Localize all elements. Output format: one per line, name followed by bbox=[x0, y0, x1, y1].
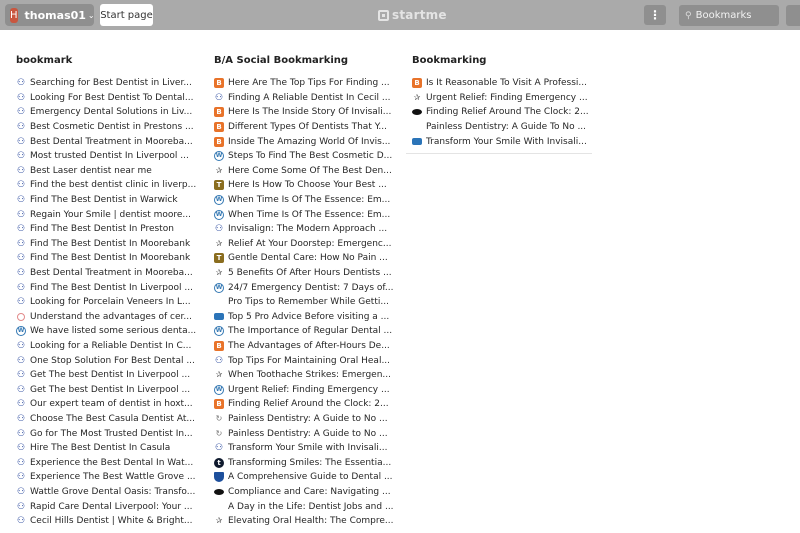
bookmark-label: Wattle Grove Dental Oasis: Transfo... bbox=[30, 486, 196, 497]
tooth-favicon-icon: ⚇ bbox=[16, 165, 26, 176]
bookmark-label: Looking For Best Dentist To Dental... bbox=[30, 92, 194, 103]
bookmark-label: When Toothache Strikes: Emergen... bbox=[228, 370, 392, 381]
bookmark-item[interactable] bbox=[208, 368, 394, 383]
chevron-down-icon: ⌄ bbox=[87, 10, 95, 20]
t-favicon-icon: T bbox=[214, 180, 224, 190]
bookmark-item[interactable] bbox=[10, 178, 196, 193]
bookmark-item[interactable] bbox=[208, 310, 394, 325]
column-title: Bookmarking bbox=[412, 55, 487, 66]
tooth-favicon-icon: ⚇ bbox=[16, 399, 26, 410]
wp-favicon-icon: W bbox=[215, 327, 223, 335]
bookmark-item[interactable] bbox=[208, 266, 394, 281]
tooth-favicon-icon: ⚇ bbox=[16, 282, 26, 293]
bookmark-label: Find The Best Dentist In Moorebank bbox=[30, 253, 191, 264]
wp-favicon-icon: W bbox=[215, 283, 223, 291]
bookmark-item[interactable] bbox=[10, 134, 196, 149]
bookmark-label: Painless Dentistry: A Guide to No ... bbox=[228, 413, 388, 424]
tooth-favicon-icon: ⚇ bbox=[16, 180, 26, 191]
kebab-menu-icon: ⋮ bbox=[649, 8, 661, 22]
bookmark-item[interactable] bbox=[208, 514, 394, 529]
tooth-favicon-icon: ⚇ bbox=[16, 107, 26, 118]
tooth-favicon-icon: ⚇ bbox=[16, 195, 26, 206]
more-menu-button[interactable] bbox=[644, 5, 666, 25]
rocket-favicon-icon: ✰ bbox=[215, 516, 223, 526]
bookmark-item[interactable] bbox=[208, 339, 394, 354]
spin-favicon-icon: ↻ bbox=[215, 428, 223, 438]
pin-favicon-icon bbox=[17, 313, 25, 321]
bookmark-item[interactable] bbox=[208, 455, 394, 470]
bookmark-item[interactable] bbox=[406, 91, 592, 106]
column-title: B/A Social Bookmarking bbox=[214, 55, 349, 66]
bookmark-label: The Advantages of After-Hours De... bbox=[228, 340, 390, 351]
bookmark-item[interactable] bbox=[406, 134, 592, 149]
bookmark-item[interactable] bbox=[10, 280, 196, 295]
bookmark-label: Here Are The Top Tips For Finding ... bbox=[228, 78, 390, 89]
none-favicon-icon bbox=[214, 297, 224, 307]
bookmark-label: Transforming Smiles: The Essentia... bbox=[228, 457, 392, 468]
cam-favicon-icon bbox=[412, 138, 422, 145]
bookmark-label: Best Dental Treatment in Mooreba... bbox=[30, 136, 193, 147]
bookmark-item[interactable] bbox=[208, 397, 394, 412]
bookmark-label: Finding Relief Around The Clock: 2... bbox=[426, 107, 589, 118]
bookmark-item[interactable] bbox=[10, 514, 196, 529]
search-icon: ⚲ bbox=[685, 10, 692, 21]
bookmark-item[interactable] bbox=[208, 207, 394, 222]
bookmark-label: When Time Is Of The Essence: Em... bbox=[228, 195, 391, 206]
none-favicon-icon bbox=[412, 122, 422, 132]
tooth-favicon-icon: ⚇ bbox=[16, 501, 26, 512]
tooth-favicon-icon: ⚇ bbox=[214, 92, 224, 103]
bookmark-item[interactable] bbox=[10, 339, 196, 354]
bookmark-label: Understand the advantages of cer... bbox=[30, 311, 192, 322]
rocket-favicon-icon: ✰ bbox=[215, 268, 223, 278]
bookmark-item[interactable] bbox=[10, 207, 196, 222]
ba-social-bookmarking-column bbox=[208, 54, 394, 528]
bookmark-label: Find the best dentist clinic in liverp... bbox=[30, 180, 196, 191]
bookmark-label: Cecil Hills Dentist | White & Bright... bbox=[30, 516, 193, 527]
tooth-favicon-icon: ⚇ bbox=[16, 151, 26, 162]
tooth-favicon-icon: ⚇ bbox=[16, 92, 26, 103]
rocket-favicon-icon: ✰ bbox=[215, 238, 223, 248]
ellipse-favicon-icon bbox=[214, 489, 224, 495]
bookmark-list bbox=[406, 76, 592, 154]
bookmark-label: The Importance of Regular Dental ... bbox=[228, 326, 393, 337]
bookmark-label: One Stop Solution For Best Dental ... bbox=[30, 355, 195, 366]
startme-logo[interactable] bbox=[378, 8, 447, 22]
bookmark-item[interactable] bbox=[10, 324, 196, 339]
bookmark-label: Finding Relief Around the Clock: 2... bbox=[228, 399, 389, 410]
bookmark-item[interactable] bbox=[10, 499, 196, 514]
bookmark-column bbox=[10, 54, 196, 528]
bookmark-item[interactable] bbox=[208, 120, 394, 135]
tooth-favicon-icon: ⚇ bbox=[16, 340, 26, 351]
bookmark-item[interactable] bbox=[10, 237, 196, 252]
bookmark-item[interactable] bbox=[208, 237, 394, 252]
bookmark-label: Regain Your Smile | dentist moore... bbox=[30, 209, 191, 220]
start-page-button[interactable]: Start page bbox=[100, 4, 153, 26]
bookmark-label: Is It Reasonable To Visit A Professi... bbox=[426, 78, 588, 89]
bookmark-list bbox=[10, 76, 196, 528]
bookmark-label: Urgent Relief: Finding Emergency ... bbox=[426, 92, 588, 103]
tooth-favicon-icon: ⚇ bbox=[214, 443, 224, 454]
bookmark-label: Inside The Amazing World Of Invis... bbox=[228, 136, 391, 147]
bookmark-item[interactable] bbox=[10, 353, 196, 368]
bookmark-label: Find The Best Dentist In Liverpool ... bbox=[30, 282, 193, 293]
bookmark-item[interactable] bbox=[10, 441, 196, 456]
bookmark-label: 24/7 Emergency Dentist: 7 Days of... bbox=[228, 282, 394, 293]
tooth-favicon-icon: ⚇ bbox=[16, 413, 26, 424]
spin-favicon-icon: ↻ bbox=[215, 413, 223, 423]
wp-favicon-icon: W bbox=[215, 210, 223, 218]
bookmark-label: Find The Best Dentist In Preston bbox=[30, 224, 174, 235]
bookmark-label: Experience the Best Dental In Wat... bbox=[30, 457, 194, 468]
cam-favicon-icon bbox=[214, 313, 224, 320]
bookmark-item[interactable] bbox=[208, 499, 394, 514]
ellipse-favicon-icon bbox=[412, 109, 422, 115]
bookmark-label: Looking for a Reliable Dentist In C... bbox=[30, 340, 192, 351]
bookmark-label: Painless Dentistry: A Guide to No ... bbox=[228, 428, 388, 439]
tooth-favicon-icon: ⚇ bbox=[214, 224, 224, 235]
bookmark-label: Best Dental Treatment in Mooreba... bbox=[30, 268, 193, 279]
bookmark-item[interactable] bbox=[10, 455, 196, 470]
bookmark-item[interactable] bbox=[10, 485, 196, 500]
bookmark-item[interactable] bbox=[10, 193, 196, 208]
avatar: H bbox=[10, 9, 18, 21]
bookmark-label: Relief At Your Doorstep: Emergenc... bbox=[228, 238, 392, 249]
startme-logo-icon bbox=[378, 10, 389, 21]
blog-favicon-icon: B bbox=[214, 137, 224, 147]
bookmark-item[interactable] bbox=[10, 397, 196, 412]
tooth-favicon-icon: ⚇ bbox=[16, 516, 26, 527]
tooth-favicon-icon: ⚇ bbox=[16, 268, 26, 279]
bookmark-item[interactable] bbox=[208, 105, 394, 120]
bookmark-item[interactable] bbox=[208, 470, 394, 485]
tooth-favicon-icon: ⚇ bbox=[16, 122, 26, 133]
blog-favicon-icon: B bbox=[214, 78, 224, 88]
bookmark-label: Emergency Dental Solutions in Liv... bbox=[30, 107, 193, 118]
bookmark-item[interactable] bbox=[208, 441, 394, 456]
bookmark-item[interactable] bbox=[10, 222, 196, 237]
bookmark-label: Get The best Dentist In Liverpool ... bbox=[30, 370, 191, 381]
bookmark-label: 5 Benefits Of After Hours Dentists ... bbox=[228, 268, 392, 279]
bookmark-item[interactable] bbox=[208, 76, 394, 91]
bookmark-item[interactable] bbox=[208, 178, 394, 193]
logo-text: startme bbox=[392, 8, 447, 22]
bookmark-item[interactable] bbox=[208, 91, 394, 106]
blog-favicon-icon: B bbox=[412, 78, 422, 88]
tooth-favicon-icon: ⚇ bbox=[16, 297, 26, 308]
bookmark-label: Find The Best Dentist In Moorebank bbox=[30, 238, 191, 249]
bookmark-label: Go for The Most Trusted Dentist In... bbox=[30, 428, 193, 439]
bookmark-item[interactable] bbox=[10, 91, 196, 106]
bookmark-item[interactable] bbox=[10, 310, 196, 325]
bookmark-label: Best Cosmetic Dentist in Prestons ... bbox=[30, 122, 194, 133]
none-favicon-icon bbox=[214, 502, 224, 512]
bookmark-label: Top Tips For Maintaining Oral Heal... bbox=[228, 355, 391, 366]
overflow-button[interactable] bbox=[786, 5, 800, 26]
bookmark-item[interactable] bbox=[208, 353, 394, 368]
bookmark-label: Invisalign: The Modern Approach ... bbox=[228, 224, 388, 235]
bookmark-item[interactable] bbox=[208, 324, 394, 339]
bookmark-item[interactable] bbox=[10, 76, 196, 91]
bookmark-label: Here Is The Inside Story Of Invisali... bbox=[228, 107, 392, 118]
shield-favicon-icon bbox=[214, 472, 224, 482]
bookmark-label: Rapid Care Dental Liverpool: Your ... bbox=[30, 501, 193, 512]
tooth-favicon-icon: ⚇ bbox=[16, 384, 26, 395]
tooth-favicon-icon: ⚇ bbox=[16, 486, 26, 497]
bookmark-label: Searching for Best Dentist in Liver... bbox=[30, 78, 192, 89]
bookmark-item[interactable] bbox=[208, 222, 394, 237]
bookmark-item[interactable] bbox=[10, 105, 196, 120]
bookmark-label: Gentle Dental Care: How No Pain ... bbox=[228, 253, 388, 264]
bookmark-item[interactable] bbox=[10, 120, 196, 135]
bookmark-item[interactable] bbox=[10, 470, 196, 485]
bookmark-item[interactable] bbox=[208, 426, 394, 441]
bookmark-item[interactable] bbox=[10, 412, 196, 427]
tooth-favicon-icon: ⚇ bbox=[16, 209, 26, 220]
tooth-favicon-icon: ⚇ bbox=[16, 355, 26, 366]
blog-favicon-icon: B bbox=[214, 122, 224, 132]
blog-favicon-icon: B bbox=[214, 399, 224, 409]
bookmark-label: Finding A Reliable Dentist In Cecil ... bbox=[228, 92, 391, 103]
bookmark-label: Best Laser dentist near me bbox=[30, 165, 152, 176]
bookmark-item[interactable] bbox=[10, 149, 196, 164]
wp-favicon-icon: W bbox=[215, 196, 223, 204]
bookmark-item[interactable] bbox=[10, 368, 196, 383]
bookmark-label: Different Types Of Dentists That Y... bbox=[228, 122, 387, 133]
bookmark-label: Here Is How To Choose Your Best ... bbox=[228, 180, 387, 191]
tooth-favicon-icon: ⚇ bbox=[16, 370, 26, 381]
bookmark-item[interactable] bbox=[10, 251, 196, 266]
tooth-favicon-icon: ⚇ bbox=[16, 457, 26, 468]
rocket-favicon-icon: ✰ bbox=[215, 370, 223, 380]
bookmarking-column bbox=[406, 54, 592, 154]
search-box[interactable] bbox=[679, 5, 779, 26]
bookmark-item[interactable] bbox=[10, 295, 196, 310]
tumblr-favicon-icon: t bbox=[214, 458, 224, 468]
bookmark-item[interactable] bbox=[406, 105, 592, 120]
bookmark-item[interactable] bbox=[208, 382, 394, 397]
bookmark-label: Most trusted Dentist In Liverpool ... bbox=[30, 151, 189, 162]
bookmark-label: Urgent Relief: Finding Emergency ... bbox=[228, 384, 390, 395]
bookmark-item[interactable] bbox=[406, 76, 592, 91]
bookmark-item[interactable] bbox=[208, 295, 394, 310]
blog-favicon-icon: B bbox=[214, 341, 224, 351]
bookmark-item[interactable] bbox=[208, 251, 394, 266]
bookmark-label: We have listed some serious denta... bbox=[30, 326, 196, 337]
bookmark-item[interactable] bbox=[208, 280, 394, 295]
rocket-favicon-icon: ✰ bbox=[215, 165, 223, 175]
wp-favicon-icon: W bbox=[215, 152, 223, 160]
username-label: thomas01 bbox=[24, 8, 86, 22]
bookmark-label: Compliance and Care: Navigating ... bbox=[228, 486, 391, 497]
bookmark-label: Transform Your Smile With Invisali... bbox=[426, 136, 587, 147]
bookmark-label: When Time Is Of The Essence: Em... bbox=[228, 209, 391, 220]
tooth-favicon-icon: ⚇ bbox=[16, 472, 26, 483]
top-bar bbox=[0, 0, 800, 30]
bookmark-item[interactable] bbox=[208, 412, 394, 427]
rocket-favicon-icon: ✰ bbox=[413, 92, 421, 102]
wp-favicon-icon: W bbox=[215, 385, 223, 393]
bookmark-item[interactable] bbox=[208, 164, 394, 179]
tooth-favicon-icon: ⚇ bbox=[16, 238, 26, 249]
bookmark-label: Pro Tips to Remember While Getti... bbox=[228, 297, 389, 308]
bookmark-label: A Day in the Life: Dentist Jobs and ... bbox=[228, 501, 394, 512]
bookmark-label: Choose The Best Casula Dentist At... bbox=[30, 413, 195, 424]
bookmark-label: Top 5 Pro Advice Before visiting a ... bbox=[228, 311, 390, 322]
bookmark-label: A Comprehensive Guide to Dental ... bbox=[228, 472, 393, 483]
bookmark-item[interactable] bbox=[10, 426, 196, 441]
bookmark-item[interactable] bbox=[10, 382, 196, 397]
bookmark-label: Find The Best Dentist in Warwick bbox=[30, 195, 178, 206]
tooth-favicon-icon: ⚇ bbox=[16, 136, 26, 147]
tooth-favicon-icon: ⚇ bbox=[16, 224, 26, 235]
bookmark-item[interactable] bbox=[10, 266, 196, 281]
bookmark-item[interactable] bbox=[208, 485, 394, 500]
bookmark-list bbox=[208, 76, 394, 528]
bookmark-item[interactable] bbox=[208, 149, 394, 164]
blog-favicon-icon: B bbox=[214, 107, 224, 117]
t-favicon-icon: T bbox=[214, 253, 224, 263]
wp-favicon-icon: W bbox=[17, 327, 25, 335]
tooth-favicon-icon: ⚇ bbox=[16, 253, 26, 264]
user-menu-button[interactable] bbox=[5, 4, 94, 26]
bookmark-label: Hire The Best Dentist In Casula bbox=[30, 443, 171, 454]
bookmark-label: Experience The Best Wattle Grove ... bbox=[30, 472, 196, 483]
tooth-favicon-icon: ⚇ bbox=[16, 443, 26, 454]
bookmark-item[interactable] bbox=[406, 120, 592, 135]
bookmark-item[interactable] bbox=[208, 193, 394, 208]
bookmark-item[interactable] bbox=[208, 134, 394, 149]
bookmark-label: Elevating Oral Health: The Compre... bbox=[228, 516, 394, 527]
bookmark-label: Steps To Find The Best Cosmetic D... bbox=[228, 151, 393, 162]
tooth-favicon-icon: ⚇ bbox=[214, 355, 224, 366]
bookmark-label: Transform Your Smile with Invisali... bbox=[228, 443, 388, 454]
bookmark-label: Get The best Dentist In Liverpool ... bbox=[30, 384, 191, 395]
tooth-favicon-icon: ⚇ bbox=[16, 428, 26, 439]
tooth-favicon-icon: ⚇ bbox=[16, 78, 26, 89]
bookmark-label: Painless Dentistry: A Guide To No ... bbox=[426, 122, 587, 133]
bookmark-label: Our expert team of dentist in hoxt... bbox=[30, 399, 193, 410]
search-input[interactable] bbox=[696, 10, 766, 21]
bookmark-item[interactable] bbox=[10, 164, 196, 179]
bookmark-label: Here Come Some Of The Best Den... bbox=[228, 165, 392, 176]
bookmark-label: Looking for Porcelain Veneers In L... bbox=[30, 297, 191, 308]
column-title: bookmark bbox=[16, 55, 73, 66]
